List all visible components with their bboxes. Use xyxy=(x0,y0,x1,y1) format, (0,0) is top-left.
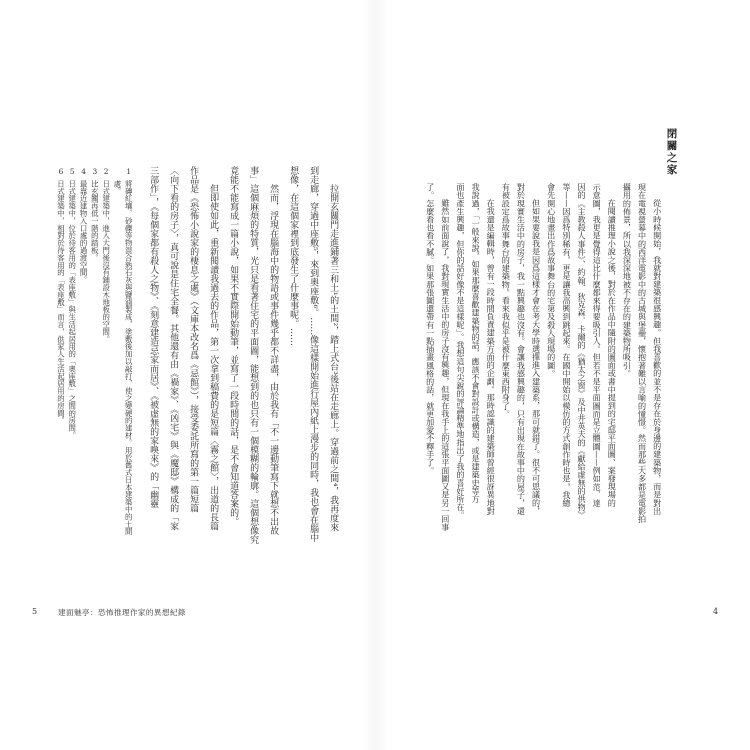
footnote xyxy=(67,168,76,439)
body-text-column: 但如果要說我是因爲這樣才會在考大學時選擇進入建築系，那可就錯了。很不可思議的， xyxy=(531,199,542,516)
body-text-column: 面也產生興趣，但你的話好像不是這樣呢」。我想這句尖銳的評論精準地指出了我的喜好所在。 xyxy=(455,183,466,520)
footnote-text: 比玄關再低一階的踏板。 xyxy=(90,179,100,262)
body-text-column: 雖然如前面說了，我對現實生活中的房子沒有興趣，但現在我手上的這張平面圖又是另一回事 xyxy=(440,199,451,532)
footnote-text: 最靠近建物入口處的過渡空間。 xyxy=(79,179,89,284)
body-text-column: 作品是《恐怖小說家的棲息之處》（文庫本改名爲《忌館》），接受委託所寫的第一篇短篇 xyxy=(188,166,199,513)
footnote xyxy=(124,168,133,535)
body-text-column: 對於現實生活中的房子，我一點興趣也沒有。會讓我感興趣的，只有出現在故事中的屋子，還 xyxy=(516,183,527,516)
body-text-column: 到走廊，穿過中座敷⁵，來到奧座敷⁶。……像這樣開始進行屋內紙上漫步的同時，我也會在腦中 xyxy=(308,166,319,543)
body-text-column: 三部作」，《每個家都有殺人之物》、《刻意建造忌家而居》、《被虛無的家喚來》的「幽靈 xyxy=(148,166,159,508)
running-title: 建面魅亭：恐怖推理作家的異想紀錄 xyxy=(58,608,186,617)
body-text-column: 攝用的佈景，所以我深深地被不存在的建築物所吸引。 xyxy=(622,183,633,378)
body-text-column: 會先開心地畫出作爲故事舞台的宅第及殺人現場的圖。 xyxy=(546,183,557,378)
footnote-number: 1 xyxy=(126,168,132,176)
body-text-column: 有被設定爲故事舞台的建築物。看來我似乎是被什麼東西附身了。 xyxy=(501,183,512,418)
footnote-text: 日式建築中，進入大門後沒有鋪設木地板的空間。 xyxy=(101,179,111,343)
footnote-text: 日式建築中，位於待客用的「表座敷」與生活起居用的「奧座敷」之間的房間。 xyxy=(67,179,77,439)
footnote-number: 4 xyxy=(81,168,86,176)
footnote-text: 日式建築中，相對於待客用的「表座敷」而言，供家人生活起居用的房間。 xyxy=(56,179,66,425)
chapter-title: 閉關之家 xyxy=(665,128,678,176)
footnote-number: 6 xyxy=(58,168,64,176)
body-text-column: 示意圖，我更是覺得這比什麼都來得要吸引人。但若不是平面圖而是立體圖——例如范．達 xyxy=(592,183,603,507)
page-number: 5 xyxy=(32,607,38,616)
body-text-column: 〈向下看的房子〉，真可說是住宅全餐。其他還有由《禍家》、《凶宅》與《魔邸》構成的「家 xyxy=(168,166,179,531)
body-text-column: 在閱讀推理小說之後，對於在作品中隨附的圖面或書中提到的宅邸平面圖、案發現場的 xyxy=(607,199,618,507)
body-text-column: 了。怎麼看也看不膩。如果那張圖還帶有一點插畫風格的話，就更加愛不釋手了。 xyxy=(425,183,436,475)
body-text-column: 從小時候開始，我就對建築很感興趣。但我喜歡的並不是存在於身邊的建築物，而是對出 xyxy=(652,199,663,516)
footnote-continuation: 處。 xyxy=(112,179,122,195)
body-text-column: 因的《主教殺人事件》、約翰．狄克森．卡爾的《猶太之窗》及中井英夫的《獻給虛無的供物》 xyxy=(576,183,587,520)
footnote xyxy=(101,168,110,343)
footnote xyxy=(79,168,88,283)
footnote-number: 2 xyxy=(103,168,109,176)
body-text-column: 我說過，「一般來說，如果那麼喜歡建築物的話，應該不會對設計或構造，或是建築史等方 xyxy=(471,183,482,503)
body-text-column: 現在電視螢幕中的西洋電影中的古城與堡壘，懷抱著難以言喻的憧憬。然而那些大多都是電影拍 xyxy=(637,183,648,524)
footnote-text: 將磚紅壤、砂礫等物混合熟石灰與鹽滷製成，塗敷後加以敲打，使之變硬的建材。用於舊式日本建築中的土間 xyxy=(124,179,134,536)
body-text-column: 拉開玄關門走進鋪著三和土¹的土間²，踏上式台³後站在走廊上。穿過前之間⁴，我再度來 xyxy=(328,184,339,532)
footnote-number: 3 xyxy=(92,168,98,176)
body-text-column: 在我還是編輯時，曾有一段時間負責建築方面的企劃。那時認識的建築師曾經很訝異地對 xyxy=(486,199,497,516)
right-page xyxy=(375,0,750,750)
footnote-number: 5 xyxy=(69,168,75,176)
body-text-column: 事」這個麻煩的特質，光只是看著住宅的平面圖，能想到的也只有一個模糊的輪廓。這個想像究 xyxy=(248,166,259,544)
body-text-column: 竟能不能寫成一篇小說，如果不實際開始動筆，並寫了一段時間的話，是不會知道答案的。 xyxy=(228,166,239,526)
body-text-column: 等——因爲特別稀有，更是讓我高興到跳起來。在國中開始以模仿的方式創作時也是，我總 xyxy=(561,183,572,507)
footnote xyxy=(90,168,99,261)
page-number: 4 xyxy=(713,607,719,616)
body-text-column: 但即使如此，重新閱讀我過去的作品，第一次拿到稿費的是短篇〈霧之館〉，出道的長篇 xyxy=(208,184,219,531)
body-text-column: 想像，在這個家裡到底發生了什麼事呢。…… xyxy=(288,166,299,346)
body-text-column: 然而，浮現在腦海中的物語或事件幾乎都不詳盡，由於我有「不一邊動筆寫下就想不出故 xyxy=(268,184,279,535)
footnote xyxy=(56,168,65,424)
